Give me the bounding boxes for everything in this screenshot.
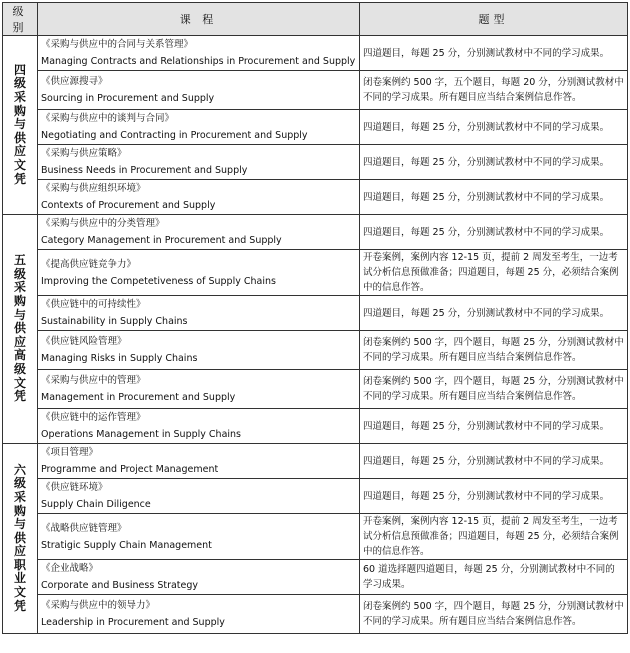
- course-en: Category Management in Procurement and Supply: [41, 235, 282, 246]
- exam-type-cell: 闭卷案例约 500 字，五个题目，每题 20 分，分别测试教材中不同的学习成果。所有题目应当结合案例信息作答。: [360, 71, 628, 110]
- course-en: Programme and Project Management: [41, 464, 219, 475]
- table-row: [3, 71, 628, 110]
- table-row: [3, 595, 628, 634]
- exam-type-cell: 四道题目，每题 25 分，分别测试教材中不同的学习成果。: [360, 444, 628, 479]
- course-en: Contexts of Procurement and Supply: [41, 200, 216, 211]
- exam-type-cell: 四道题目，每题 25 分，分别测试教材中不同的学习成果。: [360, 479, 628, 514]
- table-row: [3, 444, 628, 479]
- exam-type-cell: 四道题目，每题 25 分，分别测试教材中不同的学习成果。: [360, 110, 628, 145]
- course-en: Improving the Competetiveness of Supply Chains: [41, 275, 276, 287]
- course-cell: [38, 331, 360, 370]
- course-cell: [38, 409, 360, 444]
- table-row: [3, 110, 628, 145]
- course-cell: [38, 180, 360, 215]
- course-cn: 《战略供应链管理》: [41, 522, 127, 534]
- exam-type-cell: 开卷案例，案例内容 12-15 页，提前 2 周发至考生，一边考试分析信息预做准备；四道题目，每题 25 分，必须结合案例中的信息作答。: [360, 250, 628, 296]
- exam-type-cell: 四道题目，每题 25 分，分别测试教材中不同的学习成果。: [360, 145, 628, 180]
- course-cell: [38, 145, 360, 180]
- table-row: [3, 215, 628, 250]
- table-row: [3, 36, 628, 71]
- course-en: Managing Risks in Supply Chains: [41, 353, 198, 364]
- level-label: 六级采购与供应职业文凭: [13, 462, 26, 613]
- exam-type-cell: 四道题目，每题 25 分，分别测试教材中不同的学习成果。: [360, 36, 628, 71]
- exam-type-cell: 闭卷案例约 500 字，四个题目，每题 25 分，分别测试教材中不同的学习成果。所有题目应当结合案例信息作答。: [360, 370, 628, 409]
- exam-type-cell: 开卷案例，案例内容 12-15 页，提前 2 周发至考生，一边考试分析信息预做准备；四道题目，每题 25 分，必须结合案例中的信息作答。: [360, 514, 628, 560]
- course-cell: [38, 595, 360, 634]
- course-cell: [38, 370, 360, 409]
- table-row: [3, 331, 628, 370]
- course-en: Operations Management in Supply Chains: [41, 429, 242, 440]
- exam-type-cell: 闭卷案例约 500 字，四个题目，每题 25 分，分别测试教材中不同的学习成果。所有题目应当结合案例信息作答。: [360, 331, 628, 370]
- course-en: Business Needs in Procurement and Supply: [41, 165, 248, 176]
- level-cell-6: [3, 444, 38, 634]
- course-cn: 《供应源搜寻》: [41, 76, 108, 87]
- course-cell: [38, 296, 360, 331]
- course-cn: 《供应链环境》: [41, 482, 108, 493]
- table-row: [3, 145, 628, 180]
- level-label: 四级采购与供应文凭: [13, 62, 26, 186]
- course-cn: 《提高供应链竞争力》: [41, 258, 137, 270]
- header-type: 题型: [360, 3, 628, 36]
- course-cn: 《采购与供应中的谈判与合同》: [41, 113, 175, 124]
- course-cell: [38, 110, 360, 145]
- course-cn: 《供应链中的运作管理》: [41, 412, 146, 423]
- table-row: [3, 296, 628, 331]
- course-table: [2, 2, 628, 634]
- level-label: 五级采购与供应高级文凭: [13, 253, 26, 404]
- course-cell: [38, 215, 360, 250]
- course-cn: 《采购与供应组织环境》: [41, 183, 146, 194]
- course-cn: 《采购与供应中的领导力》: [41, 600, 156, 611]
- table-row: [3, 250, 628, 296]
- exam-type-cell: 四道题目，每题 25 分，分别测试教材中不同的学习成果。: [360, 215, 628, 250]
- course-en: Managing Contracts and Relationships in Procurement and Supply: [41, 56, 356, 67]
- course-cell: [38, 444, 360, 479]
- header-level: 级 别: [3, 3, 38, 36]
- exam-type-cell: 闭卷案例约 500 字，四个题目，每题 25 分，分别测试教材中不同的学习成果。所有题目应当结合案例信息作答。: [360, 595, 628, 634]
- course-en: Leadership in Procurement and Supply: [41, 617, 225, 628]
- course-cn: 《企业战略》: [41, 563, 99, 574]
- course-cn: 《供应链风险管理》: [41, 336, 127, 347]
- course-cell: [38, 71, 360, 110]
- table-row: [3, 514, 628, 560]
- header-course: 课 程: [38, 3, 360, 36]
- course-cell: [38, 36, 360, 71]
- course-en: Supply Chain Diligence: [41, 499, 151, 510]
- table-header-row: [3, 3, 628, 36]
- course-cn: 《采购与供应策略》: [41, 148, 127, 159]
- exam-type-cell: 四道题目，每题 25 分，分别测试教材中不同的学习成果。: [360, 180, 628, 215]
- table-row: [3, 560, 628, 595]
- course-cn: 《供应链中的可持续性》: [41, 299, 146, 310]
- course-cell: [38, 560, 360, 595]
- course-en: Sustainability in Supply Chains: [41, 316, 188, 327]
- table-row: [3, 409, 628, 444]
- course-en: Management in Procurement and Supply: [41, 392, 236, 403]
- course-cn: 《项目管理》: [41, 447, 99, 458]
- course-en: Sourcing in Procurement and Supply: [41, 93, 215, 104]
- course-cell: [38, 479, 360, 514]
- course-cell: [38, 514, 360, 560]
- table-row: [3, 479, 628, 514]
- table-row: [3, 370, 628, 409]
- level-cell-4: [3, 36, 38, 215]
- course-cn: 《采购与供应中的合同与关系管理》: [41, 39, 194, 50]
- course-cn: 《采购与供应中的分类管理》: [41, 218, 165, 229]
- course-en: Negotiating and Contracting in Procurement and Supply: [41, 130, 308, 141]
- exam-type-cell: 四道题目，每题 25 分，分别测试教材中不同的学习成果。: [360, 296, 628, 331]
- course-en: Stratigic Supply Chain Management: [41, 539, 212, 551]
- course-en: Corporate and Business Strategy: [41, 580, 199, 591]
- level-cell-5: [3, 215, 38, 444]
- exam-type-cell: 60 道选择题四道题目，每题 25 分，分别测试教材中不同的学习成果。: [360, 560, 628, 595]
- exam-type-cell: 四道题目，每题 25 分，分别测试教材中不同的学习成果。: [360, 409, 628, 444]
- table-row: [3, 180, 628, 215]
- course-cell: [38, 250, 360, 296]
- course-cn: 《采购与供应中的管理》: [41, 375, 146, 386]
